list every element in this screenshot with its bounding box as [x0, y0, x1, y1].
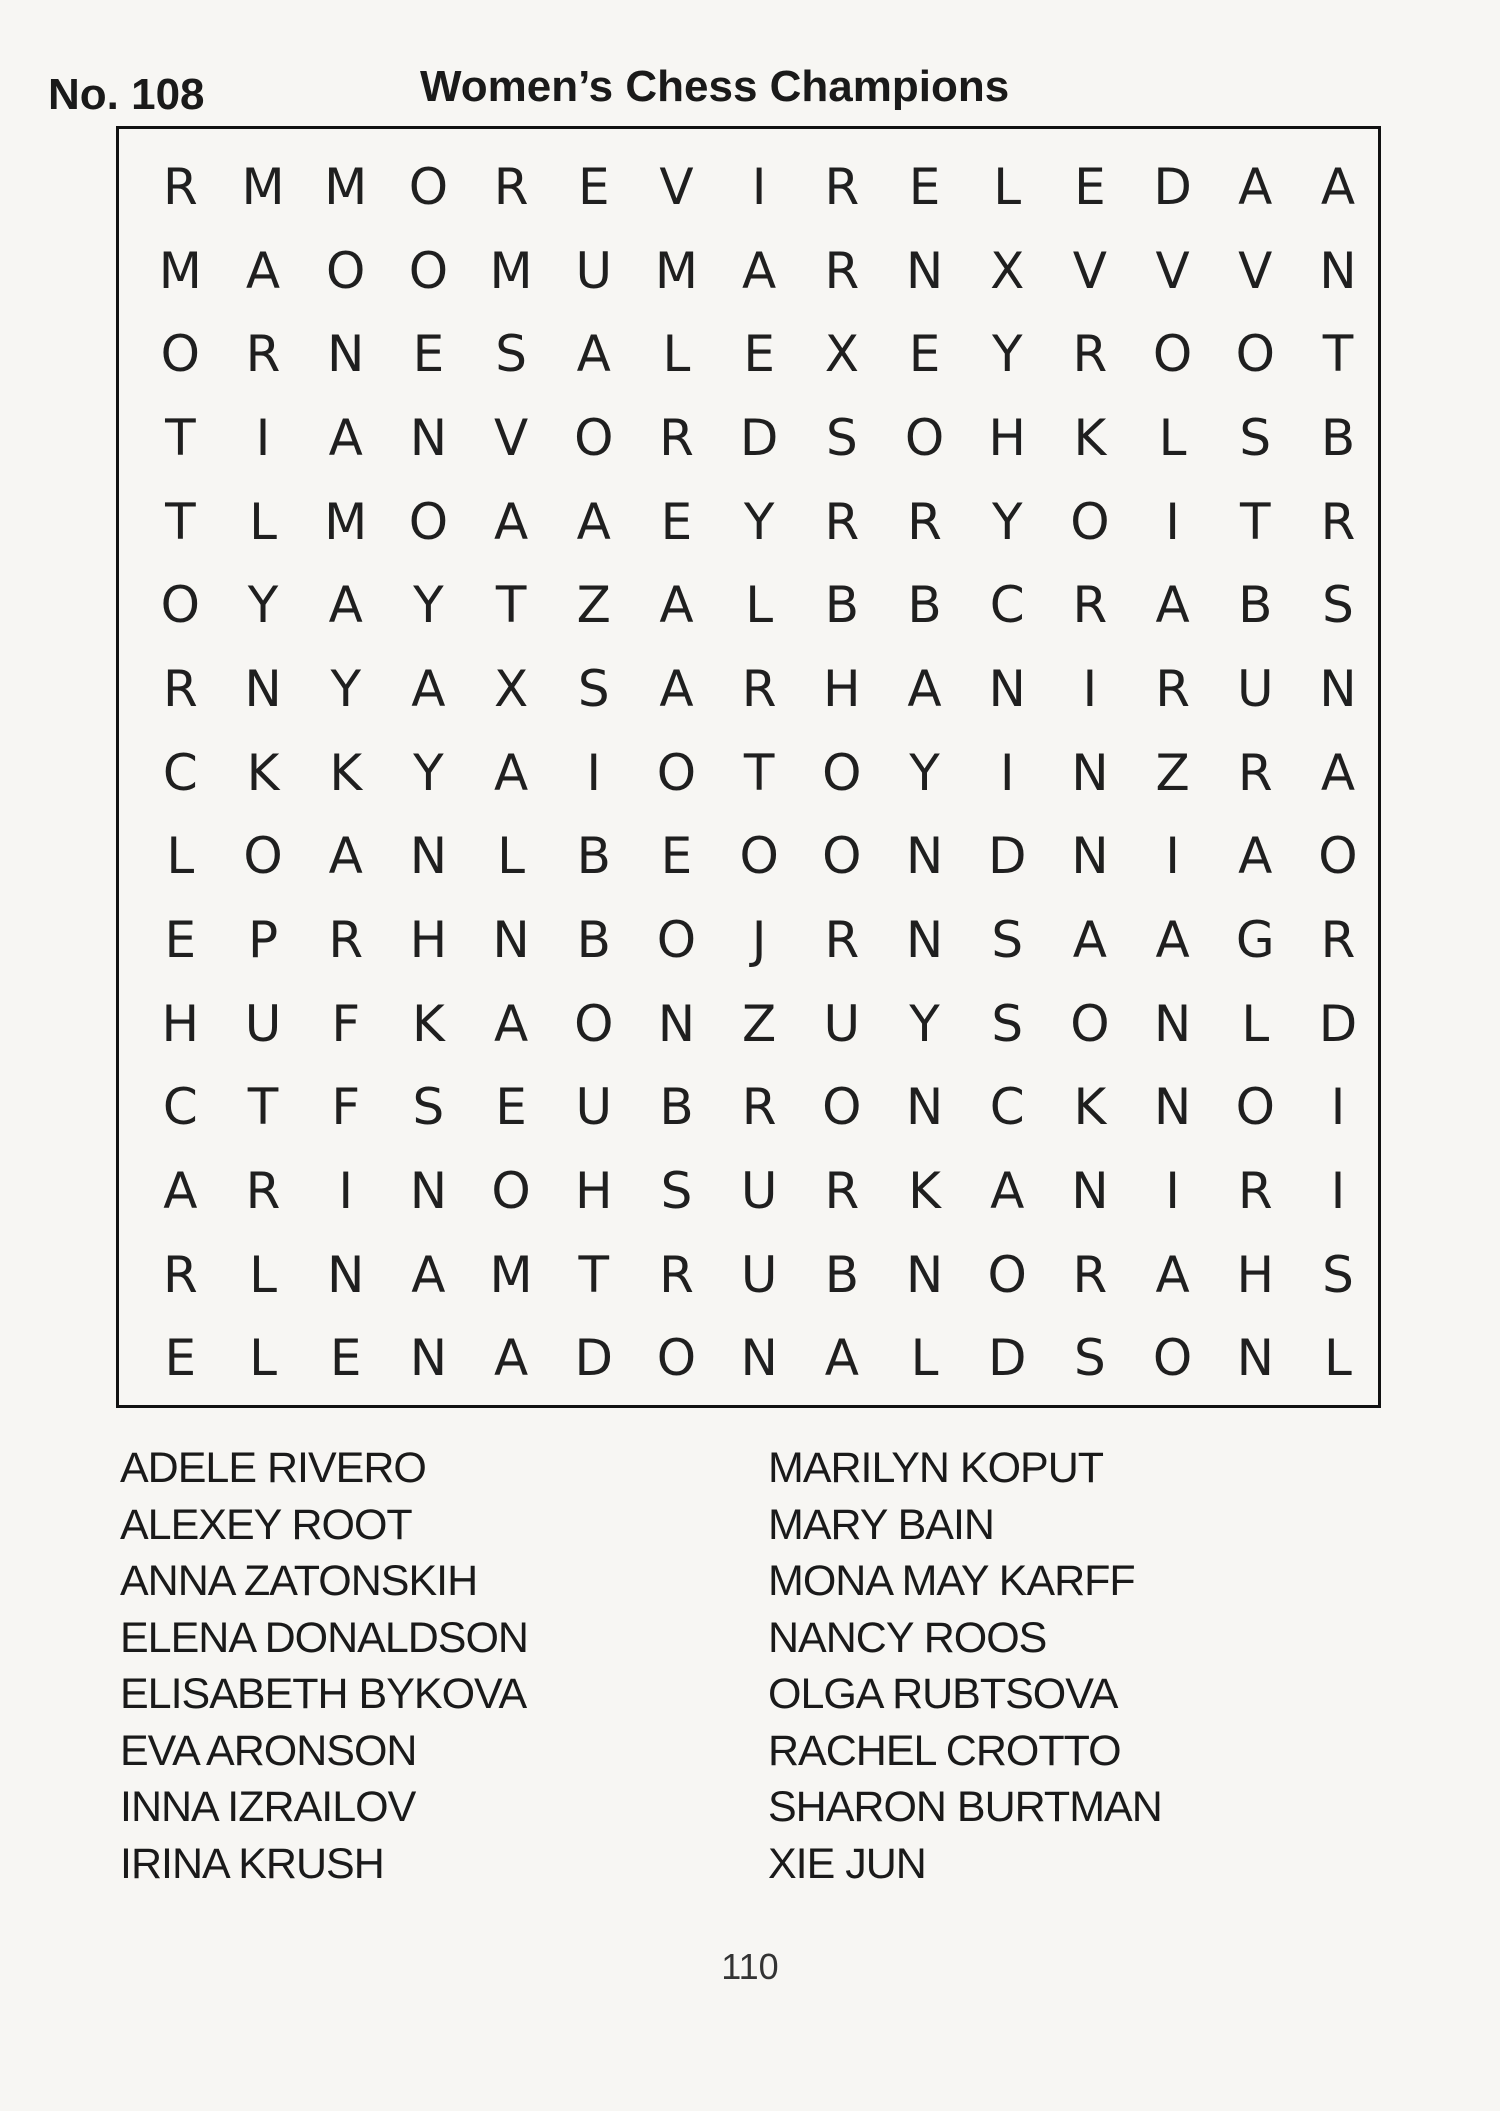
grid-cell: A — [576, 325, 611, 384]
grid-cell: A — [411, 1245, 446, 1304]
grid-cell: S — [991, 911, 1024, 970]
word-list-left — [120, 1440, 528, 1892]
grid-cell: E — [495, 1078, 527, 1137]
grid-cell: A — [245, 241, 281, 300]
grid-cell: N — [409, 827, 448, 886]
word-list-item: ALEXEY ROOT — [120, 1500, 412, 1549]
grid-cell: T — [247, 1078, 279, 1137]
grid-cell: K — [908, 1162, 941, 1221]
grid-cell: A — [907, 659, 942, 718]
grid-cell: E — [329, 1329, 362, 1388]
grid-cell: R — [493, 157, 529, 216]
grid-cell: R — [824, 911, 860, 970]
grid-cell: T — [578, 1245, 610, 1304]
word-list-item: ELISABETH BYKOVA — [120, 1670, 527, 1718]
grid-cell: I — [999, 743, 1015, 802]
grid-cell: H — [574, 1162, 613, 1221]
grid-cell: A — [990, 1162, 1025, 1221]
grid-cell: S — [495, 325, 527, 384]
word-list-item: MARILYN KOPUT — [768, 1444, 1104, 1492]
grid-cell: U — [244, 994, 282, 1053]
grid-cell: N — [492, 911, 530, 970]
grid-cell: T — [1240, 492, 1271, 551]
grid-cell: K — [412, 994, 445, 1053]
grid-cell: N — [1319, 659, 1357, 718]
grid-cell: E — [577, 157, 610, 216]
grid-cell: F — [331, 1078, 361, 1137]
grid-cell: N — [327, 325, 365, 384]
grid-cell: R — [741, 1078, 777, 1137]
grid-cell: O — [656, 911, 697, 970]
grid-cell: R — [824, 492, 860, 551]
grid-cell: Y — [247, 576, 279, 635]
grid-cell: N — [1236, 1329, 1274, 1388]
grid-cell: L — [497, 827, 526, 886]
grid-cell: N — [988, 659, 1026, 718]
grid-cell: L — [1241, 994, 1270, 1053]
word-search-grid — [139, 145, 1379, 1400]
grid-cell: L — [993, 157, 1022, 216]
grid-cell: B — [659, 1078, 694, 1137]
grid-cell: T — [743, 743, 775, 802]
grid-cell: L — [1158, 408, 1187, 467]
grid-cell: N — [409, 408, 448, 467]
grid-cell: I — [1165, 827, 1180, 886]
grid-cell: C — [162, 1078, 198, 1137]
grid-cell: Y — [991, 325, 1023, 384]
word-list-item: INNA IZRAILOV — [120, 1783, 416, 1831]
grid-cell: D — [739, 408, 779, 467]
grid-cell: S — [1074, 1329, 1106, 1388]
grid-cell: A — [493, 1329, 529, 1388]
grid-cell: M — [241, 157, 285, 216]
grid-cell: N — [905, 911, 944, 970]
word-list-item: XIE JUN — [768, 1839, 926, 1888]
grid-cell: N — [327, 1245, 365, 1304]
grid-cell: L — [249, 1245, 277, 1304]
grid-cell: L — [249, 1329, 277, 1388]
grid-cell: T — [165, 408, 196, 467]
grid-cell: E — [1074, 157, 1106, 216]
grid-cell: O — [822, 743, 862, 802]
grid-cell: R — [162, 157, 198, 216]
word-list-item: ADELE RIVERO — [120, 1444, 426, 1492]
grid-cell: Y — [909, 743, 940, 802]
grid-cell: D — [987, 1329, 1027, 1388]
grid-cell: O — [822, 1078, 862, 1137]
grid-cell: U — [740, 1245, 778, 1304]
grid-cell: Y — [413, 743, 444, 802]
grid-cell: H — [409, 911, 448, 970]
grid-cell: N — [1153, 1078, 1192, 1137]
word-list-item: RACHEL CROTTO — [768, 1726, 1121, 1775]
grid-cell: I — [586, 743, 602, 802]
word-list-item: OLGA RUBTSOVA — [768, 1670, 1118, 1718]
grid-cell: B — [576, 827, 611, 886]
grid-cell: R — [1072, 325, 1108, 384]
grid-cell: R — [907, 492, 942, 551]
grid-cell: K — [329, 743, 363, 802]
grid-cell: A — [328, 408, 363, 467]
grid-cell: S — [412, 1078, 445, 1137]
grid-cell: I — [1082, 659, 1098, 718]
grid-cell: L — [1324, 1329, 1352, 1388]
grid-cell: U — [823, 994, 861, 1053]
word-list-item: MARY BAIN — [768, 1500, 994, 1549]
word-search-grid-frame — [116, 126, 1381, 1408]
grid-cell: I — [338, 1162, 354, 1221]
grid-cell: R — [1072, 1245, 1108, 1304]
grid-cell: Y — [330, 659, 361, 718]
grid-cell: A — [1155, 1245, 1190, 1304]
grid-cell: B — [824, 576, 859, 635]
grid-cell: A — [1320, 743, 1356, 802]
grid-cell: V — [659, 157, 694, 216]
grid-cell: R — [1320, 911, 1356, 970]
grid-cell: O — [1318, 827, 1358, 886]
grid-cell: E — [412, 325, 445, 384]
grid-cell: B — [907, 576, 942, 635]
grid-cell: Y — [909, 994, 940, 1053]
grid-cell: O — [408, 241, 449, 300]
grid-cell: X — [493, 659, 529, 718]
grid-cell: N — [1071, 827, 1109, 886]
grid-cell: D — [1318, 994, 1358, 1053]
grid-cell: U — [1236, 659, 1274, 718]
grid-cell: O — [656, 1329, 697, 1388]
grid-cell: O — [1152, 325, 1193, 384]
grid-cell: O — [574, 408, 614, 467]
grid-cell: F — [331, 994, 361, 1053]
grid-cell: O — [656, 743, 697, 802]
grid-cell: O — [408, 157, 449, 216]
grid-cell: A — [1072, 911, 1108, 970]
grid-cell: N — [740, 1329, 778, 1388]
grid-cell: C — [989, 576, 1025, 635]
grid-cell: E — [164, 1329, 197, 1388]
grid-cell: R — [1155, 659, 1190, 718]
grid-cell: M — [489, 1245, 533, 1304]
grid-cell: E — [743, 325, 775, 384]
grid-cell: M — [489, 241, 533, 300]
grid-cell: D — [574, 1329, 614, 1388]
grid-cell: A — [493, 994, 529, 1053]
grid-cell: T — [165, 492, 196, 551]
grid-cell: Y — [743, 492, 775, 551]
grid-cell: R — [659, 1245, 694, 1304]
grid-cell: I — [1165, 492, 1180, 551]
grid-cell: U — [575, 1078, 613, 1137]
grid-cell: I — [1330, 1162, 1346, 1221]
grid-cell: R — [1237, 1162, 1273, 1221]
grid-cell: N — [409, 1329, 448, 1388]
grid-cell: V — [493, 408, 529, 467]
page-title: Women’s Chess Champions — [420, 62, 1010, 111]
grid-cell: H — [1236, 1245, 1275, 1304]
grid-cell: E — [660, 492, 693, 551]
grid-cell: N — [1071, 1162, 1109, 1221]
grid-cell: C — [989, 1078, 1025, 1137]
grid-cell: H — [823, 659, 861, 718]
grid-cell: N — [1153, 994, 1192, 1053]
word-list-item: EVA ARONSON — [120, 1726, 417, 1775]
grid-cell: A — [493, 492, 529, 551]
grid-cell: S — [825, 408, 858, 467]
grid-cell: O — [739, 827, 779, 886]
grid-cell: O — [1070, 994, 1110, 1053]
grid-cell: N — [1071, 743, 1109, 802]
grid-cell: I — [1165, 1162, 1180, 1221]
grid-cell: N — [409, 1162, 448, 1221]
grid-cell: A — [659, 659, 694, 718]
grid-cell: D — [1153, 157, 1192, 216]
grid-cell: A — [328, 827, 363, 886]
word-list-item: ANNA ZATONSKIH — [120, 1557, 478, 1605]
grid-cell: E — [908, 325, 941, 384]
grid-cell: X — [824, 325, 859, 384]
grid-cell: O — [822, 827, 862, 886]
grid-cell: K — [246, 743, 280, 802]
grid-cell: R — [824, 241, 860, 300]
grid-cell: U — [575, 241, 613, 300]
word-list-item: SHARON BURTMAN — [768, 1783, 1162, 1831]
grid-cell: O — [987, 1245, 1027, 1304]
grid-cell: O — [1152, 1329, 1193, 1388]
grid-cell: Z — [576, 576, 611, 635]
grid-cell: B — [824, 1245, 859, 1304]
grid-cell: R — [328, 911, 364, 970]
grid-cell: A — [659, 576, 694, 635]
grid-cell: O — [1070, 492, 1110, 551]
grid-cell: R — [245, 325, 281, 384]
grid-cell: R — [741, 659, 777, 718]
grid-cell: S — [1322, 1245, 1354, 1304]
grid-cell: R — [1320, 492, 1356, 551]
grid-cell: N — [244, 659, 282, 718]
grid-cell: X — [990, 241, 1025, 300]
grid-cell: Z — [742, 994, 777, 1053]
grid-cell: A — [1155, 576, 1190, 635]
grid-cell: O — [160, 576, 201, 635]
grid-cell: L — [745, 576, 774, 635]
grid-cell: K — [1073, 408, 1107, 467]
grid-cell: O — [243, 827, 283, 886]
grid-cell: N — [905, 241, 944, 300]
grid-cell: A — [1320, 157, 1356, 216]
grid-cell: J — [751, 911, 767, 970]
grid-cell: O — [1235, 325, 1275, 384]
grid-cell: S — [1239, 408, 1272, 467]
grid-cell: B — [576, 911, 611, 970]
grid-cell: O — [326, 241, 366, 300]
grid-cell: E — [660, 827, 693, 886]
grid-cell: R — [1237, 743, 1273, 802]
grid-cell: D — [987, 827, 1027, 886]
grid-cell: A — [411, 659, 446, 718]
grid-cell: L — [166, 827, 195, 886]
grid-cell: N — [657, 994, 696, 1053]
grid-cell: O — [160, 325, 201, 384]
page-number: 110 — [721, 1946, 779, 1987]
grid-cell: N — [905, 1245, 944, 1304]
grid-cell: L — [249, 492, 277, 551]
word-list-item: IRINA KRUSH — [120, 1839, 384, 1888]
grid-cell: A — [493, 743, 529, 802]
grid-cell: R — [1072, 576, 1108, 635]
grid-cell: A — [163, 1162, 198, 1221]
grid-cell: G — [1235, 911, 1275, 970]
grid-cell: K — [1073, 1078, 1107, 1137]
puzzle-number: No. 108 — [48, 70, 205, 119]
grid-cell: B — [1238, 576, 1273, 635]
grid-cell: S — [1322, 576, 1354, 635]
grid-cell: B — [1320, 408, 1356, 467]
grid-cell: V — [1238, 241, 1273, 300]
grid-cell: M — [654, 241, 699, 300]
grid-cell: E — [908, 157, 941, 216]
grid-cell: H — [161, 994, 200, 1053]
grid-cell: O — [574, 994, 614, 1053]
grid-cell: I — [255, 408, 271, 467]
grid-cell: P — [247, 911, 279, 970]
grid-cell: N — [905, 827, 944, 886]
grid-cell: O — [904, 408, 945, 467]
grid-cell: O — [1235, 1078, 1275, 1137]
grid-cell: R — [245, 1162, 281, 1221]
grid-cell: R — [162, 659, 198, 718]
grid-cell: A — [576, 492, 611, 551]
grid-cell: R — [824, 157, 860, 216]
grid-cell: M — [324, 157, 368, 216]
grid-cell: S — [991, 994, 1024, 1053]
grid-cell: R — [824, 1162, 860, 1221]
grid-cell: O — [491, 1162, 531, 1221]
grid-cell: V — [1155, 241, 1190, 300]
grid-cell: T — [1322, 325, 1354, 384]
grid-cell: Y — [991, 492, 1023, 551]
grid-cell: N — [905, 1078, 944, 1137]
grid-cell: L — [662, 325, 691, 384]
grid-cell: A — [1155, 911, 1190, 970]
grid-cell: S — [577, 659, 610, 718]
word-list-right — [768, 1440, 1162, 1892]
grid-cell: E — [164, 911, 197, 970]
grid-cell: C — [162, 743, 198, 802]
grid-cell: R — [659, 408, 694, 467]
grid-cell: M — [158, 241, 202, 300]
grid-cell: A — [742, 241, 777, 300]
word-list-item: NANCY ROOS — [768, 1613, 1047, 1662]
word-list-item: MONA MAY KARFF — [768, 1557, 1135, 1605]
grid-cell: N — [1319, 241, 1357, 300]
grid-cell: Y — [413, 576, 444, 635]
grid-cell: R — [162, 1245, 198, 1304]
grid-cell: A — [328, 576, 363, 635]
grid-cell: I — [751, 157, 767, 216]
grid-cell: O — [408, 492, 449, 551]
grid-cell: S — [660, 1162, 693, 1221]
grid-cell: V — [1072, 241, 1108, 300]
grid-cell: M — [324, 492, 368, 551]
word-list-item: ELENA DONALDSON — [120, 1613, 528, 1662]
grid-cell: H — [988, 408, 1027, 467]
grid-cell: A — [1238, 157, 1273, 216]
grid-cell: A — [1238, 827, 1273, 886]
grid-cell: Z — [1155, 743, 1190, 802]
grid-cell: L — [910, 1329, 939, 1388]
grid-cell: T — [495, 576, 527, 635]
grid-cell: I — [1330, 1078, 1346, 1137]
grid-cell: U — [740, 1162, 778, 1221]
grid-cell: A — [824, 1329, 859, 1388]
